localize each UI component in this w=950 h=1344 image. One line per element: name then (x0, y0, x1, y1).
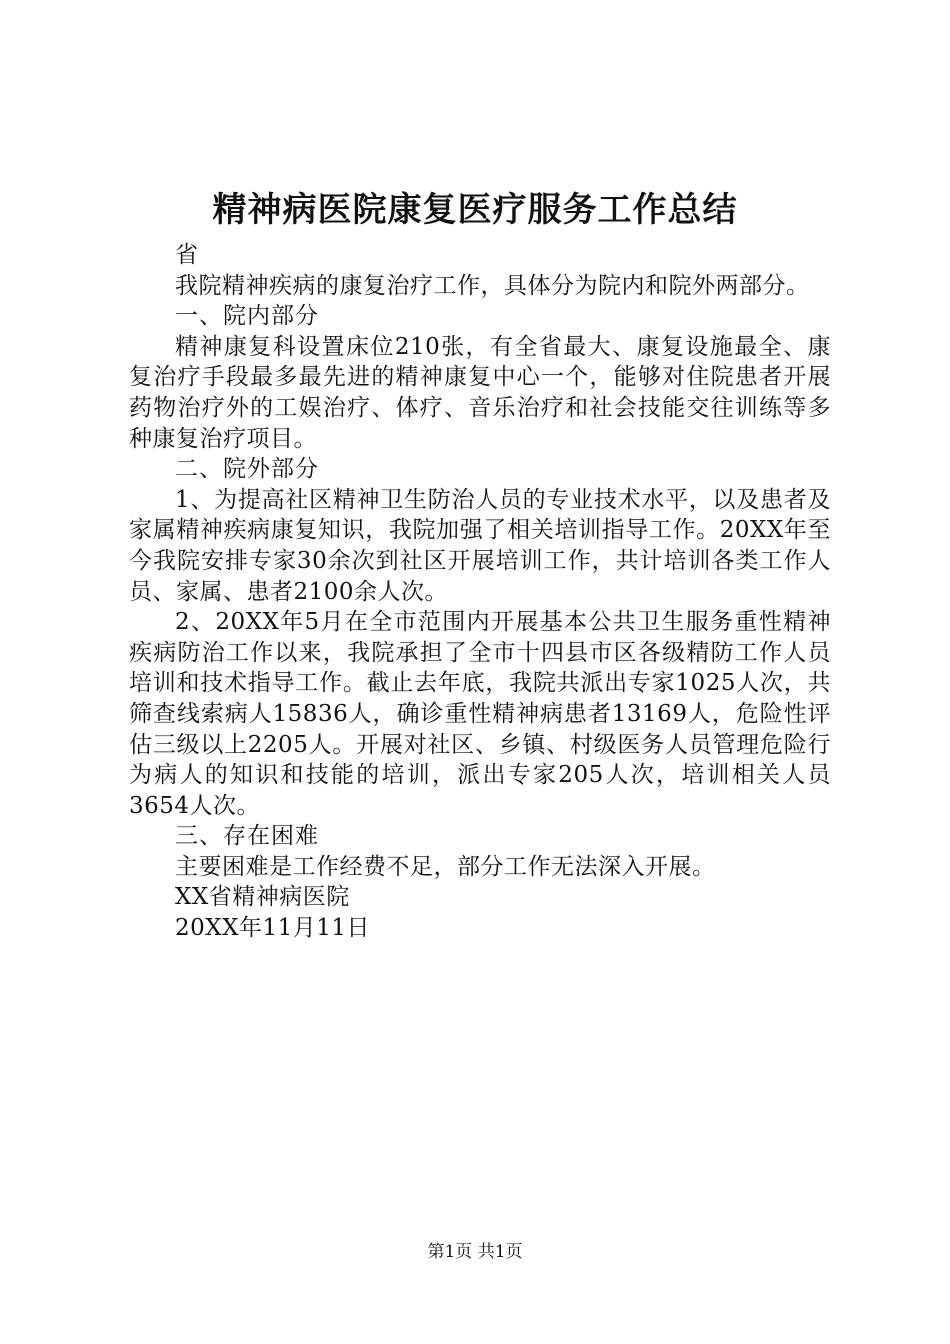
paragraph-intro: 我院精神疾病的康复治疗工作，具体分为院内和院外两部分。 (175, 272, 810, 299)
document-body (129, 240, 831, 944)
paragraph-province: 省 (175, 242, 199, 268)
document-title: 精神病医院康复医疗服务工作总结 (212, 190, 738, 230)
signature-date: 20XX年11月11日 (175, 915, 371, 942)
section-heading-inpatient: 一、院内部分 (175, 303, 319, 330)
paragraph-outpatient-training: 1、为提高社区精神卫生防治人员的专业技术水平，以及患者及家属精神疾病康复知识，我院加强了相关培训指导工作。20XX年至今我院安排专家30余次到社区开展培训工作，共计培训各类工作人员、家属、患者2100余人次。 (129, 486, 831, 605)
section-heading-difficulties: 三、存在困难 (175, 823, 319, 850)
paragraph-outpatient-screening: 2、20XX年5月在全市范围内开展基本公共卫生服务重性精神疾病防治工作以来，我院承担了全市十四县市区各级精防工作人员培训和技术指导工作。截止去年底，我院共派出专家1025人次，共筛查线索病人15836人，确诊重性精神病患者13169人，危险性评估三级以上2205人。开展对社区、乡镇、村级医务人员管理危险行为病人的知识和技能的培训，派出专家205人次，培训相关人员3654人次。 (129, 609, 831, 819)
section-heading-outpatient: 二、院外部分 (175, 456, 319, 483)
paragraph-difficulties: 主要困难是工作经费不足，部分工作无法深入开展。 (175, 853, 716, 880)
paragraph-inpatient: 精神康复科设置床位210张，有全省最大、康复设施最全、康复治疗手段最多最先进的精神康复中心一个，能够对住院患者开展药物治疗外的工娱治疗、体疗、音乐治疗和社会技能交往训练等多种康复治疗项目。 (129, 333, 831, 452)
signature-organization: XX省精神病医院 (175, 884, 350, 911)
page-footer: 第1页 共1页 (427, 1242, 523, 1262)
